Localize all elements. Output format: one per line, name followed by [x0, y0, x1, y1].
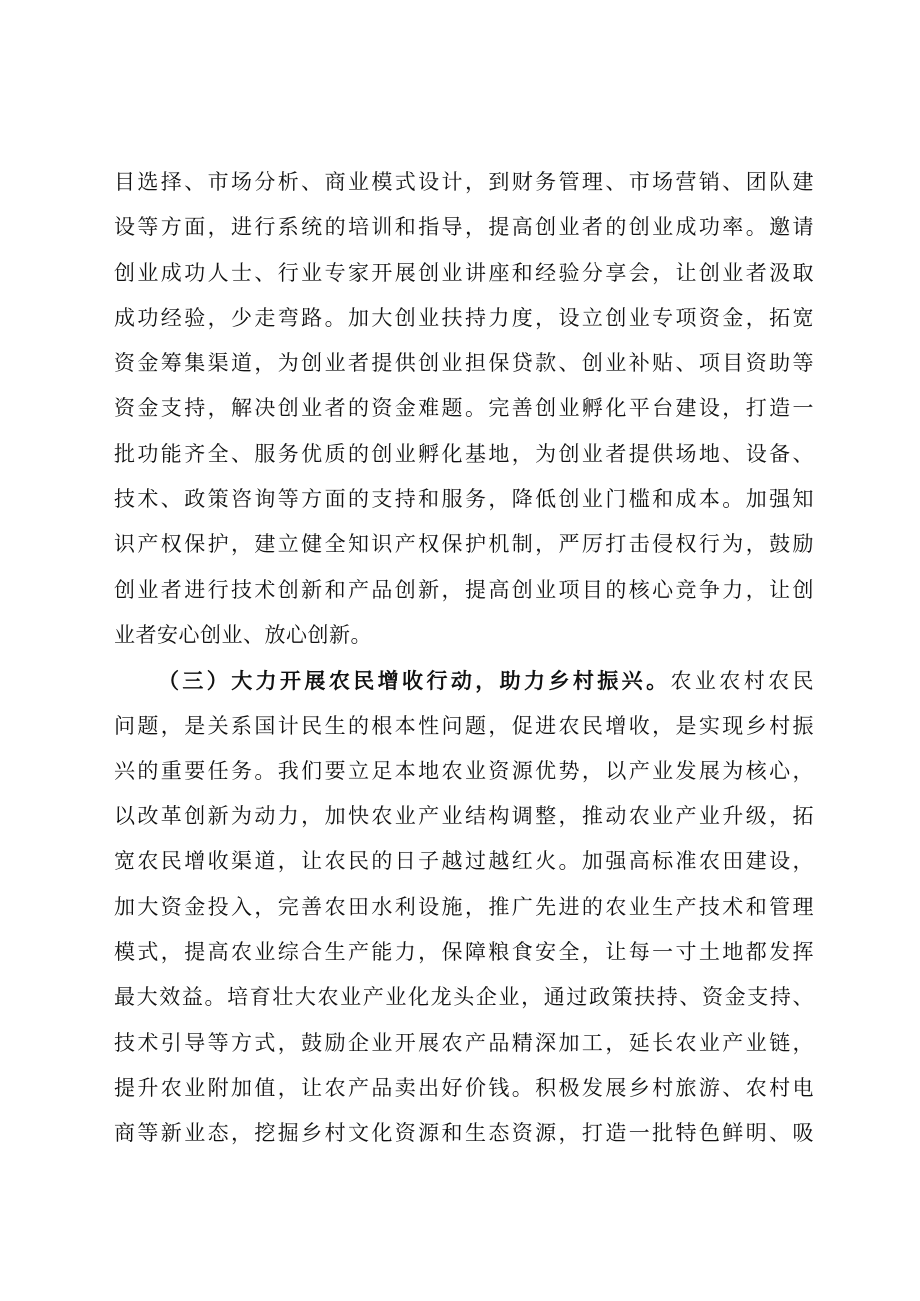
- text-line: 资金支持，解决创业者的资金难题。完善创业孵化平台建设，打造一: [114, 396, 814, 421]
- text-line: 技术、政策咨询等方面的支持和服务，降低创业门槛和成本。加强知: [114, 487, 814, 512]
- text-line: 设等方面，进行系统的培训和指导，提高创业者的创业成功率。邀请: [114, 215, 814, 240]
- text-line: 问题，是关系国计民生的根本性问题，促进农民增收，是实现乡村振: [114, 713, 814, 738]
- text-line: 商等新业态，挖掘乡村文化资源和生态资源，打造一批特色鲜明、吸: [114, 1121, 814, 1146]
- text-line: 成功经验，少走弯路。加大创业扶持力度，设立创业专项资金，拓宽: [114, 305, 814, 330]
- section-heading-line: [114, 658, 814, 703]
- text-line: 业者安心创业、放心创新。: [114, 622, 372, 647]
- text-line: 模式，提高农业综合生产能力，保障粮食安全，让每一寸土地都发挥: [114, 940, 814, 965]
- paragraph-entrepreneurship-support: [114, 160, 814, 658]
- text-line: 批功能齐全、服务优质的创业孵化基地，为创业者提供场地、设备、: [114, 441, 814, 466]
- text-line: 宽农民增收渠道，让农民的日子越过越红火。加强高标准农田建设，: [114, 849, 814, 874]
- text-line: 创业成功人士、行业专家开展创业讲座和经验分享会，让创业者汲取: [114, 260, 814, 285]
- paragraph-farmer-income: [114, 658, 814, 1156]
- text-line: 技术引导等方式，鼓励企业开展农产品精深加工，延长农业产业链，: [114, 1030, 814, 1055]
- text-line: 以改革创新为动力，加快农业产业结构调整，推动农业产业升级，拓: [114, 804, 814, 829]
- text-line: 最大效益。培育壮大农业产业化龙头企业，通过政策扶持、资金支持、: [114, 985, 814, 1010]
- section-heading: （三）大力开展农民增收行动，助力乡村振兴。: [158, 668, 671, 694]
- text-line: 提升农业附加值，让农产品卖出好价钱。积极发展乡村旅游、农村电: [114, 1075, 814, 1100]
- text-line: 目选择、市场分析、商业模式设计，到财务管理、市场营销、团队建: [114, 170, 814, 194]
- text-line: 创业者进行技术创新和产品创新，提高创业项目的核心竞争力，让创: [114, 577, 814, 602]
- text-line: 识产权保护，建立健全知识产权保护机制，严厉打击侵权行为，鼓励: [114, 532, 814, 557]
- heading-line-text: 农业农村农民: [670, 669, 814, 694]
- text-line: 资金筹集渠道，为创业者提供创业担保贷款、创业补贴、项目资助等: [114, 351, 814, 376]
- text-line: 兴的重要任务。我们要立足本地农业资源优势，以产业发展为核心，: [114, 758, 814, 783]
- document-body: [114, 160, 814, 1157]
- text-line: 加大资金投入，完善农田水利设施，推广先进的农业生产技术和管理: [114, 894, 814, 919]
